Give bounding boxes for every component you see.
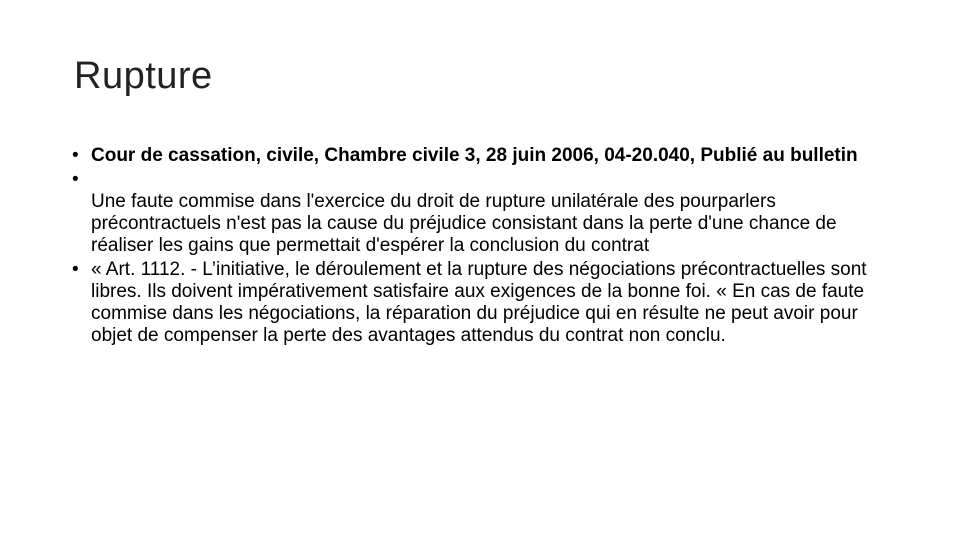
slide-title: Rupture (74, 55, 213, 97)
bullet-icon: • (72, 169, 79, 190)
bullet-item-holding (72, 169, 902, 257)
bullet-icon: • (72, 259, 79, 280)
empty-line (91, 169, 902, 191)
bullet-item-article (72, 259, 902, 347)
bullet-icon: • (72, 145, 79, 166)
bullet-item-citation (72, 145, 902, 167)
bullet-text-citation: Cour de cassation, civile, Chambre civile 3, 28 juin 2006, 04-20.040, Publié au bulletin (91, 145, 858, 166)
bullet-list (72, 145, 902, 349)
bullet-text-holding: Une faute commise dans l'exercice du droit de rupture unilatérale des pourparlers précontractuels n'est pas la cause du préjudice consistant dans la perte d'une chance de réaliser les gains que permettait d'espérer la conclusion du contrat (91, 191, 837, 256)
bullet-text-article: « Art. 1112. - L’initiative, le déroulement et la rupture des négociations précontractuelles sont libres. Ils doivent impérativement satisfaire aux exigences de la bonne foi. « En cas de faute commise dans les négociations, la réparation du préjudice qui en résulte ne peut avoir pour objet de compenser la perte des avantages attendus du contrat non conclu. (91, 259, 867, 346)
